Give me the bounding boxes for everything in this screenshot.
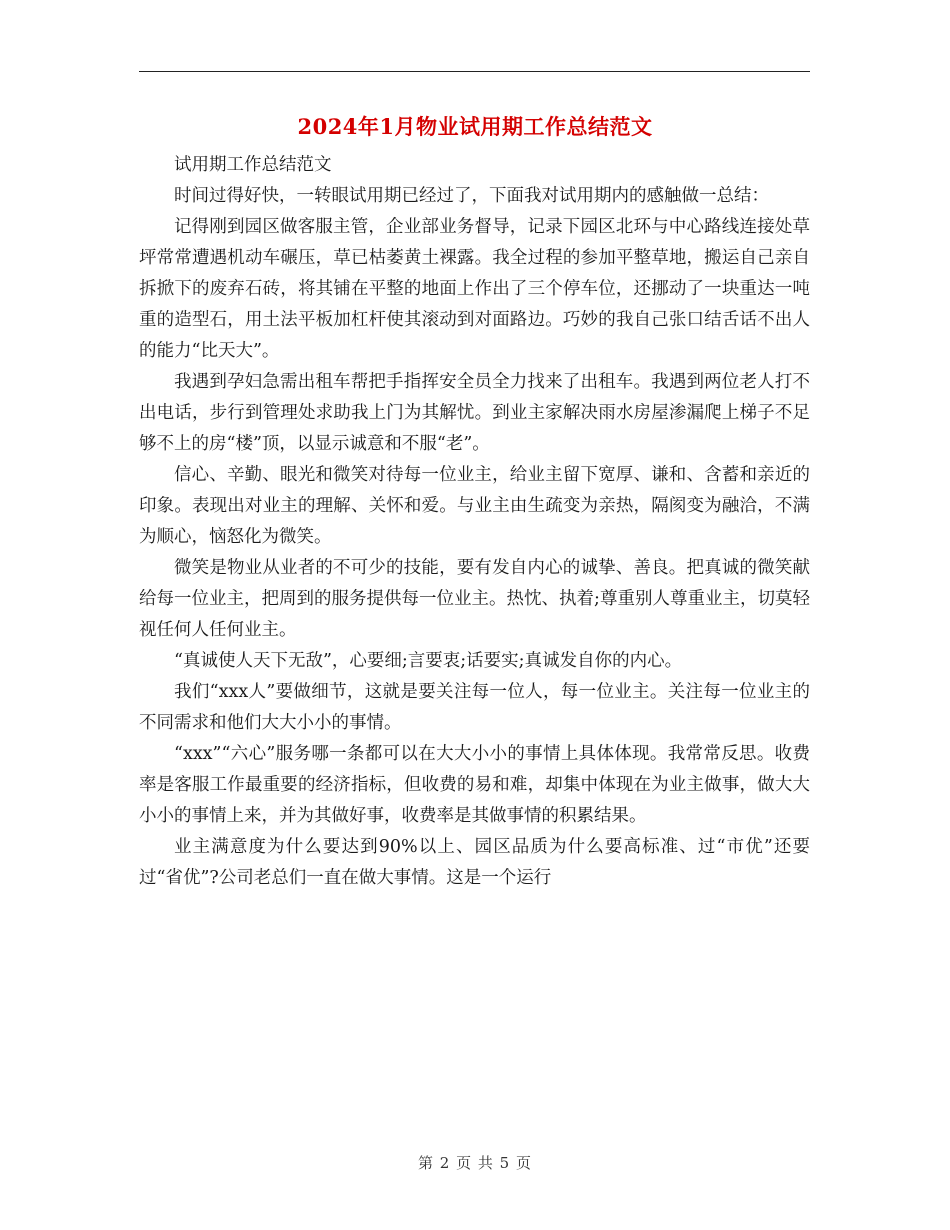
paragraph: 信心、辛勤、眼光和微笑对待每一位业主，给业主留下宽厚、谦和、含蓄和亲近的印象。表现出对业主的理解、关怀和爱。与业主由生疏变为亲热，隔阂变为融洽，不满为顺心，恼怒化为微笑。 xyxy=(139,465,810,547)
document-title: 2024年1月物业试用期工作总结范文 xyxy=(297,114,653,139)
paragraph: 我遇到孕妇急需出租车帮把手指挥安全员全力找来了出租车。我遇到两位老人打不出电话，步行到管理处求助我上门为其解忧。到业主家解决雨水房屋渗漏爬上梯子不足够不上的房“楼”顶，以显示诚意和不服“老”。 xyxy=(139,372,810,454)
header-rule xyxy=(139,71,810,72)
page-number: 第 2 页 共 5 页 xyxy=(418,1154,532,1172)
paragraph: 业主满意度为什么要达到90%以上、园区品质为什么要高标准、过“市优”还要过“省优”?公司老总们一直在做大事情。这是一个运行 xyxy=(139,837,810,888)
document-body xyxy=(139,150,810,894)
paragraph: 时间过得好快，一转眼试用期已经过了，下面我对试用期内的感触做一总结： xyxy=(174,186,769,206)
paragraph: “xxx”“六心”服务哪一条都可以在大大小小的事情上具体体现。我常常反思。收费率是客服工作最重要的经济指标，但收费的易和难，却集中体现在为业主做事，做大大小小的事情上来，并为其做好事，收费率是其做事情的积累结果。 xyxy=(139,744,810,826)
paragraph: 记得刚到园区做客服主管，企业部业务督导，记录下园区北环与中心路线连接处草坪常常遭遇机动车碾压，草已枯萎黄土裸露。我全过程的参加平整草地，搬运自己亲自拆掀下的废弃石砖，将其铺在平整的地面上作出了三个停车位，还挪动了一块重达一吨重的造型石，用土法平板加杠杆使其滚动到对面路边。巧妙的我自己张口结舌话不出人的能力“比天大”。 xyxy=(139,217,810,361)
paragraph: “真诚使人天下无敌”，心要细;言要衷;话要实;真诚发自你的内心。 xyxy=(174,651,683,671)
paragraph: 试用期工作总结范文 xyxy=(174,155,332,175)
paragraph: 微笑是物业从业者的不可少的技能，要有发自内心的诚挚、善良。把真诚的微笑献给每一位业主，把周到的服务提供每一位业主。热忱、执着;尊重别人尊重业主，切莫轻视任何人任何业主。 xyxy=(139,558,810,640)
paragraph: 我们“xxx人”要做细节，这就是要关注每一位人，每一位业主。关注每一位业主的不同需求和他们大大小小的事情。 xyxy=(139,682,810,733)
